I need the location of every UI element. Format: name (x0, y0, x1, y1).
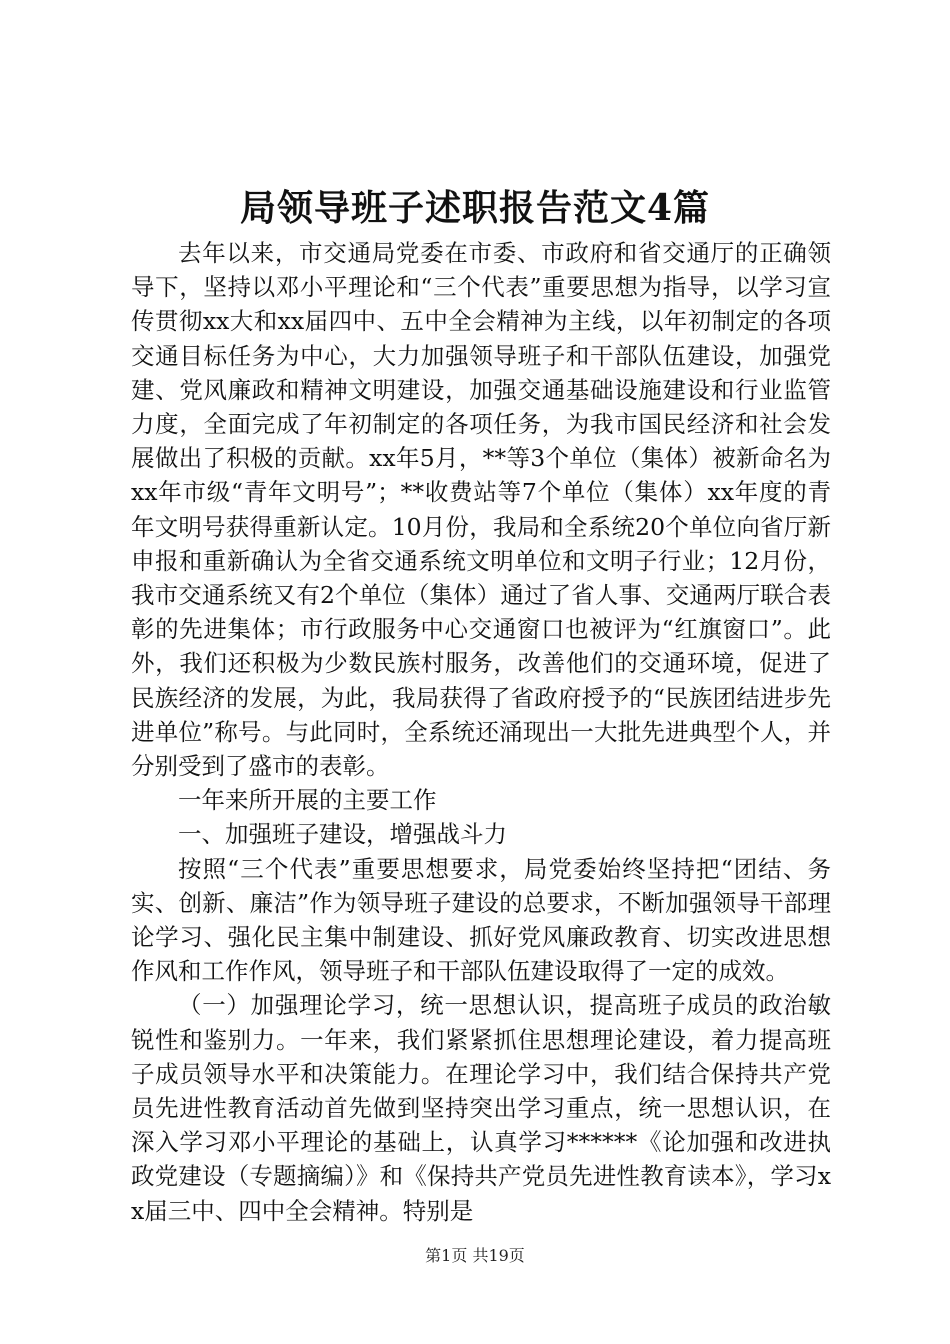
paragraph-theory-study: （一）加强理论学习，统一思想认识，提高班子成员的政治敏锐性和鉴别力。一年来，我们紧紧抓住思想理论建设，着力提高班子成员领导水平和决策能力。在理论学习中，我们结合保持共产党员先进性教育活动首先做到坚持突出学习重点，统一思想认识，在深入学习邓小平理论的基础上，认真学习******《论加强和改进执政党建设（专题摘编）》和《保持共产党员先进性教育读本》，学习xx届三中、四中全会精神。特别是 (131, 991, 831, 1225)
page-number-footer: 第1页 共19页 (425, 1246, 525, 1265)
paragraph-intro: 去年以来，市交通局党委在市委、市政府和省交通厅的正确领导下，坚持以邓小平理论和“三个代表”重要思想为指导，以学习宣传贯彻xx大和xx届四中、五中全会精神为主线，以年初制定的各项交通目标任务为中心，大力加强领导班子和干部队伍建设，加强党建、党风廉政和精神文明建设，加强交通基础设施建设和行业监管力度，全面完成了年初制定的各项任务，为我市国民经济和社会发展做出了积极的贡献。xx年5月，**等3个单位（集体）被新命名为xx年市级“青年文明号”；**收费站等7个单位（集体）xx年度的青年文明号获得重新认定。10月份，我局和全系统20个单位向省厅新申报和重新确认为全省交通系统文明单位和文明子行业；12月份，我市交通系统又有2个单位（集体）通过了省人事、交通两厅联合表彰的先进集体；市行政服务中心交通窗口也被评为“红旗窗口”。此外，我们还积极为少数民族村服务，改善他们的交通环境，促进了民族经济的发展，为此，我局获得了省政府授予的“民族团结进步先进单位”称号。与此同时，全系统还涌现出一大批先进典型个人，并分别受到了盛市的表彰。 (131, 239, 831, 781)
paragraph-team-building: 按照“三个代表”重要思想要求，局党委始终坚持把“团结、务实、创新、廉洁”作为领导班子建设的总要求，不断加强领导干部理论学习、强化民主集中制建设、抓好党风廉政教育、切实改进思想作风和工作作风，领导班子和干部队伍建设取得了一定的成效。 (131, 854, 831, 986)
document-body (131, 236, 831, 1228)
page-title: 局领导班子述职报告范文4篇 (239, 187, 711, 229)
paragraph-section-heading: 一年来所开展的主要工作 (178, 786, 437, 815)
paragraph-subheading-1: 一、加强班子建设，增强战斗力 (178, 820, 507, 849)
